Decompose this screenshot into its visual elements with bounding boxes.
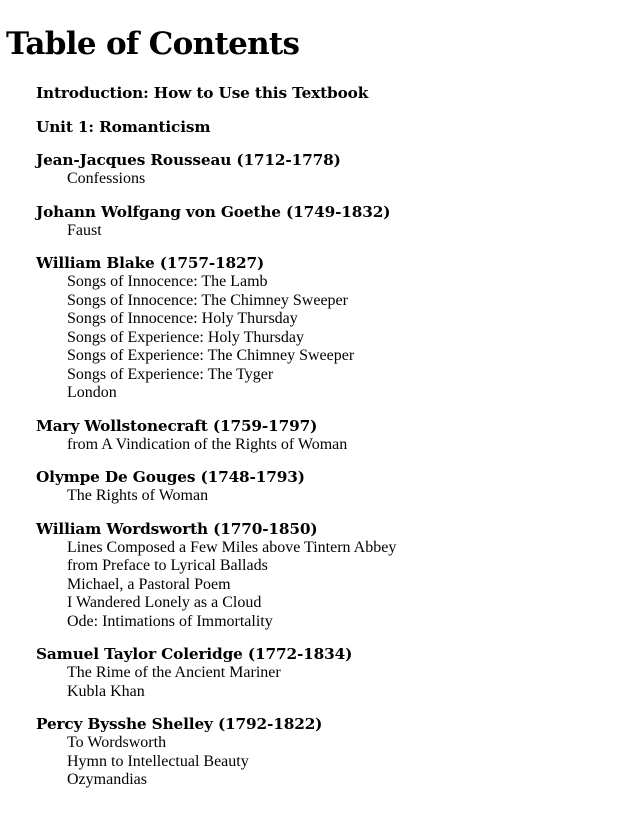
toc-entry-rousseau: [36, 151, 621, 189]
toc-work[interactable]: Songs of Innocence: Holy Thursday: [67, 310, 298, 327]
toc-entry-shelley: [36, 715, 621, 790]
toc-entry-de-gouges: [36, 468, 621, 506]
toc-work[interactable]: To Wordsworth: [67, 734, 167, 751]
toc-author[interactable]: William Blake (1757-1827): [36, 254, 265, 272]
toc-author[interactable]: Samuel Taylor Coleridge (1772-1834): [36, 645, 353, 663]
toc-entry-coleridge: [36, 645, 621, 701]
toc-work[interactable]: Ozymandias: [67, 771, 147, 788]
toc-work[interactable]: I Wandered Lonely as a Cloud: [67, 594, 262, 611]
toc-work[interactable]: Faust: [67, 221, 102, 239]
toc-entry-wordsworth: [36, 520, 621, 632]
toc-work[interactable]: The Rime of the Ancient Mariner: [67, 664, 281, 681]
toc-work[interactable]: from Preface to Lyrical Ballads: [67, 557, 268, 574]
toc-entry-goethe: [36, 203, 621, 241]
toc-work[interactable]: The Rights of Woman: [67, 487, 209, 504]
toc-work[interactable]: Michael, a Pastoral Poem: [67, 575, 231, 593]
toc-work[interactable]: Songs of Experience: Holy Thursday: [67, 328, 304, 346]
toc-work[interactable]: Songs of Experience: The Tyger: [67, 365, 274, 383]
toc-author[interactable]: Olympe De Gouges (1748-1793): [36, 468, 305, 486]
toc-entry-blake: [36, 254, 621, 403]
toc-entry-wollstonecraft: [36, 417, 621, 455]
toc-work[interactable]: Lines Composed a Few Miles above Tintern Abbey: [67, 538, 397, 556]
toc-work[interactable]: London: [67, 384, 117, 401]
toc-work[interactable]: Songs of Innocence: The Lamb: [67, 273, 268, 290]
toc-work[interactable]: Songs of Experience: The Chimney Sweeper: [67, 347, 355, 364]
table-of-contents: [36, 83, 621, 804]
page-title: Table of Contents: [6, 26, 300, 62]
toc-author[interactable]: Jean-Jacques Rousseau (1712-1778): [36, 151, 341, 169]
toc-work[interactable]: from A Vindication of the Rights of Woman: [67, 435, 348, 453]
toc-author[interactable]: Percy Bysshe Shelley (1792-1822): [36, 715, 323, 733]
toc-author[interactable]: Johann Wolfgang von Goethe (1749-1832): [36, 202, 391, 221]
toc-section-unit-1[interactable]: Unit 1: Romanticism: [36, 118, 211, 136]
toc-work[interactable]: Hymn to Intellectual Beauty: [67, 752, 249, 770]
toc-work[interactable]: Confessions: [67, 170, 146, 187]
toc-work[interactable]: Ode: Intimations of Immortality: [67, 612, 273, 630]
toc-author[interactable]: Mary Wollstonecraft (1759-1797): [36, 416, 318, 435]
toc-work[interactable]: Kubla Khan: [67, 682, 145, 700]
toc-section-introduction[interactable]: Introduction: How to Use this Textbook: [36, 84, 369, 102]
toc-author[interactable]: William Wordsworth (1770-1850): [36, 519, 318, 538]
toc-work[interactable]: Songs of Innocence: The Chimney Sweeper: [67, 291, 348, 309]
